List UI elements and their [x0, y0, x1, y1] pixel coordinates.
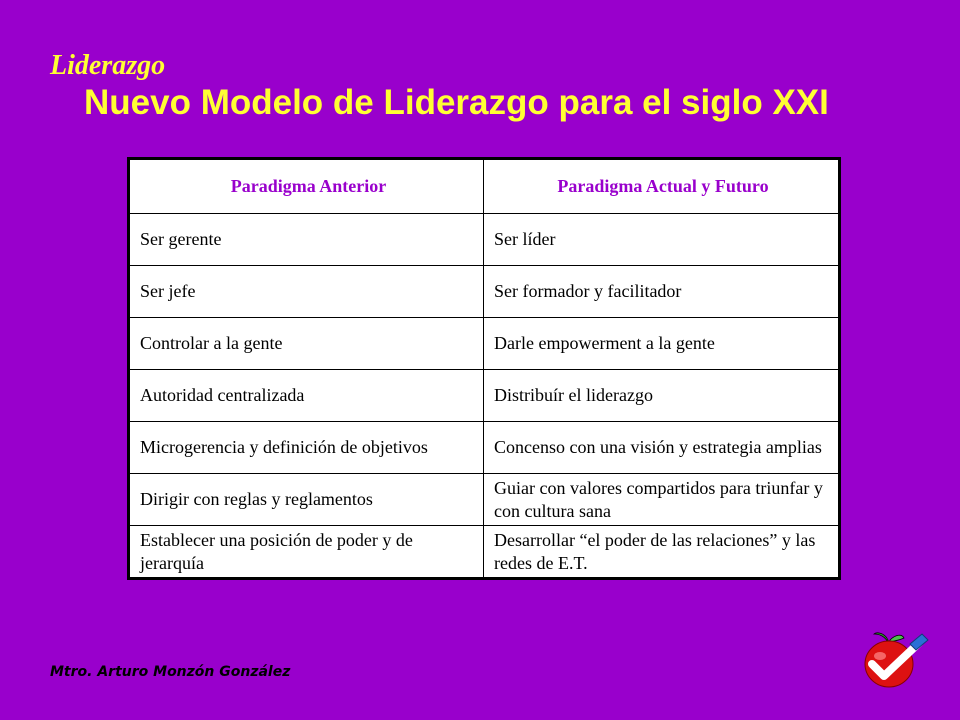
- table-row: [129, 474, 840, 526]
- paradigm-table: [127, 157, 841, 580]
- table-cell-current: Ser formador y facilitador: [484, 266, 840, 318]
- table-row: [129, 526, 840, 579]
- slide-title: Nuevo Modelo de Liderazgo para el siglo XXI: [84, 83, 829, 122]
- table-cell-current: Desarrollar “el poder de las relaciones” y las redes de E.T.: [484, 526, 840, 579]
- table-cell-previous: Microgerencia y definición de objetivos: [129, 422, 484, 474]
- table-cell-current: Ser líder: [484, 214, 840, 266]
- table-row: [129, 318, 840, 370]
- table-cell-current: Concenso con una visión y estrategia amplias: [484, 422, 840, 474]
- table-cell-previous: Controlar a la gente: [129, 318, 484, 370]
- apple-checkmark-icon: [860, 630, 930, 690]
- table-cell-previous: Ser jefe: [129, 266, 484, 318]
- table-row: [129, 266, 840, 318]
- table-cell-current: Distribuír el liderazgo: [484, 370, 840, 422]
- table-cell-current: Darle empowerment a la gente: [484, 318, 840, 370]
- table-cell-current: Guiar con valores compartidos para triunfar y con cultura sana: [484, 474, 840, 526]
- column-header-previous: Paradigma Anterior: [129, 159, 484, 214]
- table-cell-previous: Autoridad centralizada: [129, 370, 484, 422]
- table-row: [129, 370, 840, 422]
- table-cell-previous: Establecer una posición de poder y de jerarquía: [129, 526, 484, 579]
- column-header-current: Paradigma Actual y Futuro: [484, 159, 840, 214]
- author-footer: Mtro. Arturo Monzón González: [50, 664, 291, 680]
- table-cell-previous: Dirigir con reglas y reglamentos: [129, 474, 484, 526]
- table-row: [129, 214, 840, 266]
- slide-subtitle: Liderazgo: [50, 50, 166, 81]
- table-header-row: [129, 159, 840, 214]
- table-row: [129, 422, 840, 474]
- table-cell-previous: Ser gerente: [129, 214, 484, 266]
